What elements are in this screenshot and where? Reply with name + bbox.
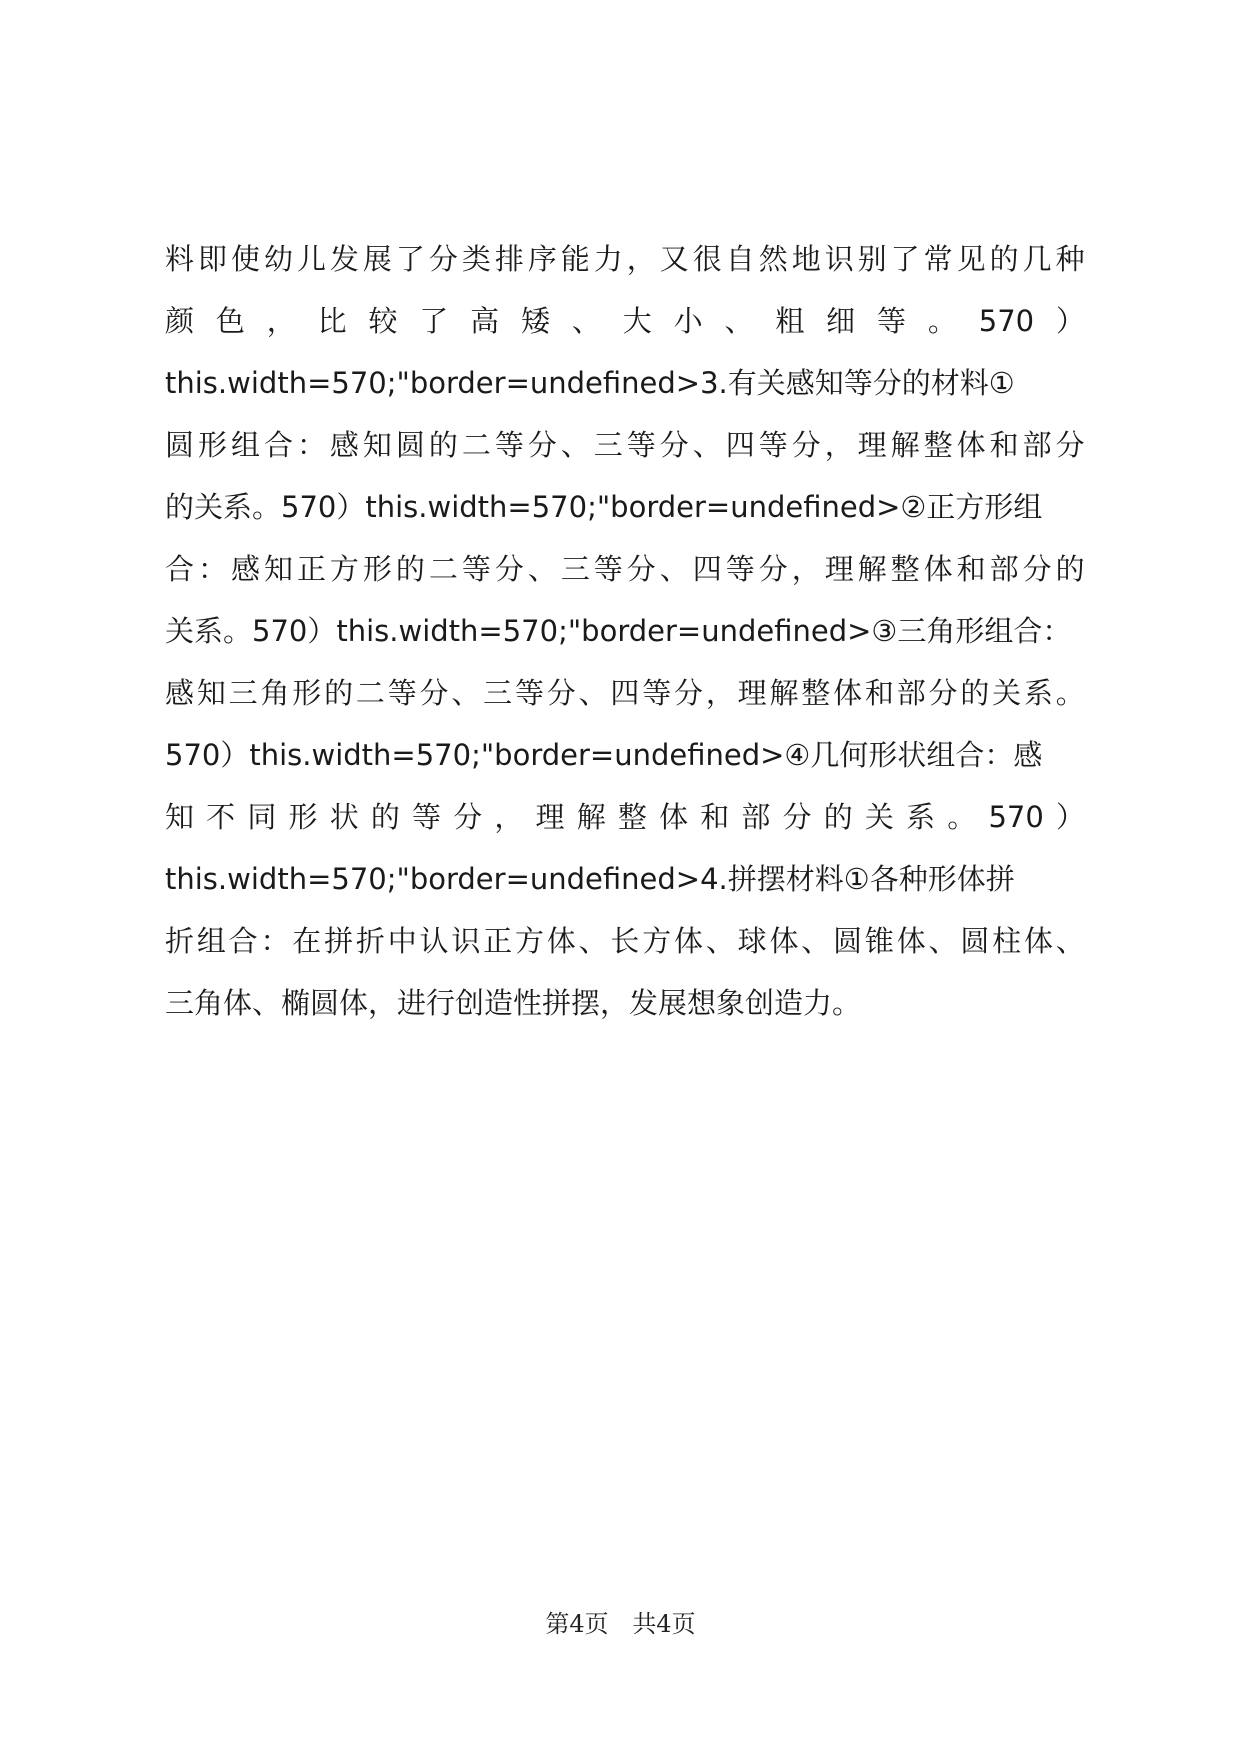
text-line: 颜 色 ， 比 较 了 高 矮 、 大 小 、 粗 细 等 。 570 ） xyxy=(165,304,1085,338)
text-line: 三角体、椭圆体，进行创造性拼摆，发展想象创造力。 xyxy=(165,986,862,1020)
page-number: 第4页 xyxy=(545,1610,609,1638)
text-line: 关系。570）this.width=570;"border=undefined>③三角形组合： xyxy=(165,614,1072,648)
text-line: 知 不 同 形 状 的 等 分 ， 理 解 整 体 和 部 分 的 关 系 。 570 ） xyxy=(165,800,1085,834)
text-line: 料 即 使 幼 儿 发 展 了 分 类 排 序 能 力 ， 又 很 自 然 地 识 别 了 常 见 的 几 种 xyxy=(165,242,1085,276)
page-footer xyxy=(0,1604,1241,1639)
page-total: 共4页 xyxy=(632,1610,696,1638)
text-line: 的关系。570）this.width=570;"border=undefined>②正方形组 xyxy=(165,490,1043,524)
text-line: 圆 形 组 合 ： 感 知 圆 的 二 等 分 、 三 等 分 、 四 等 分 ， 理 解 整 体 和 部 分 xyxy=(165,428,1085,462)
text-line: this.width=570;"border=undefined>4.拼摆材料①各种形体拼 xyxy=(165,862,1015,896)
body-text xyxy=(165,228,1085,1034)
text-line: 570）this.width=570;"border=undefined>④几何形状组合：感 xyxy=(165,738,1043,772)
text-line: this.width=570;"border=undefined>3.有关感知等分的材料① xyxy=(165,366,1015,400)
text-line: 感 知 三 角 形 的 二 等 分 、 三 等 分 、 四 等 分 ， 理 解 整 体 和 部 分 的 关 系 。 xyxy=(165,676,1085,710)
text-line: 折 组 合 ： 在 拼 折 中 认 识 正 方 体 、 长 方 体 、 球 体 、 圆 锥 体 、 圆 柱 体 、 xyxy=(165,924,1085,958)
text-line: 合 ： 感 知 正 方 形 的 二 等 分 、 三 等 分 、 四 等 分 ， 理 解 整 体 和 部 分 的 xyxy=(165,552,1085,586)
